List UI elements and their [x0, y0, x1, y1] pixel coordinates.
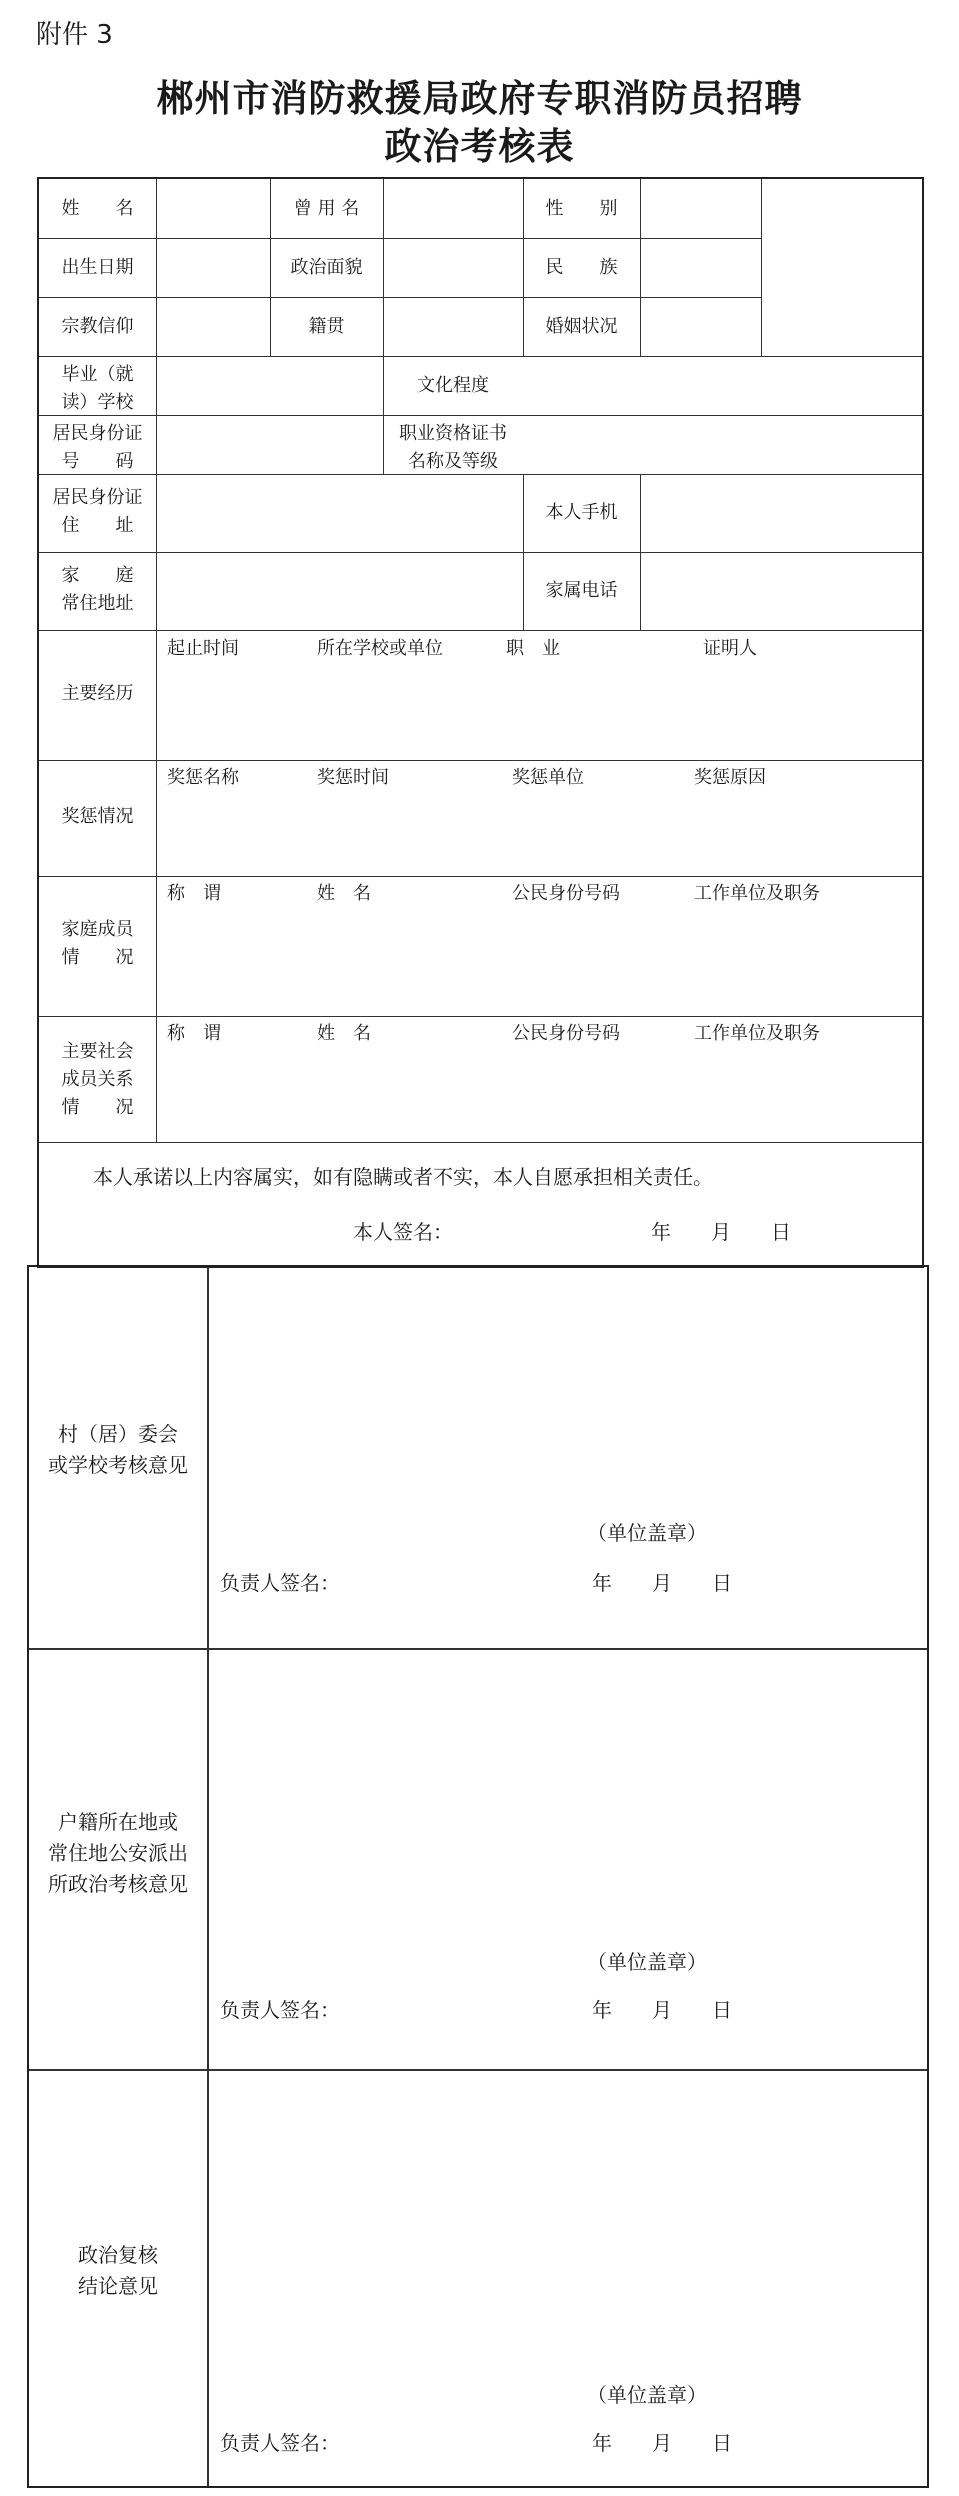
- review-section-2-stamp: （单位盖章）: [587, 1950, 707, 1974]
- signature-label: 本人签名：: [353, 1220, 453, 1244]
- id-address-label: [39, 484, 156, 540]
- gender-label: 性 别: [545, 198, 618, 219]
- review-section-1-label: [29, 1419, 207, 1481]
- family-col-work: 工作单位及职务: [694, 883, 820, 904]
- social-relations-label-line3: 情 况: [61, 1096, 134, 1118]
- review-section-3-line1: 政治复核: [78, 2243, 158, 2267]
- exp-col-occupation: 职 业: [506, 638, 560, 659]
- review-section-1-line2: 或学校考核意见: [48, 1453, 188, 1477]
- exp-col-witness: 证明人: [703, 638, 757, 659]
- social-col-name: 姓 名: [317, 1023, 371, 1044]
- family-phone-label: 家属电话: [545, 580, 618, 601]
- experience-label: 主要经历: [61, 683, 134, 704]
- review-section-2-line2: 常住地公安派出: [48, 1841, 188, 1865]
- review-section-2-signer: 负责人签名：: [220, 1998, 340, 2022]
- home-address-label: [39, 562, 156, 618]
- reward-col-reason: 奖惩原因: [694, 767, 766, 788]
- social-relations-label: [39, 1038, 156, 1122]
- review-section-3-stamp: （单位盖章）: [587, 2383, 707, 2407]
- social-col-work: 工作单位及职务: [694, 1023, 820, 1044]
- family-col-id: 公民身份号码: [512, 883, 620, 904]
- social-relations-label-line1: 主要社会: [61, 1041, 134, 1062]
- review-section-3-date: 年 月 日: [592, 2431, 732, 2455]
- info-form-table: [37, 177, 924, 1268]
- review-section-1-stamp: （单位盖章）: [587, 1521, 707, 1545]
- social-col-id: 公民身份号码: [512, 1023, 620, 1044]
- political-status-label: 政治面貌: [290, 257, 363, 278]
- religion-label: 宗教信仰: [61, 316, 134, 337]
- id-address-label-line2: 住 址: [61, 514, 134, 536]
- reward-col-name: 奖惩名称: [167, 767, 239, 788]
- id-address-label-line1: 居民身份证: [52, 487, 143, 508]
- former-name-label: 曾 用 名: [293, 198, 360, 219]
- social-col-relation: 称 谓: [167, 1023, 221, 1044]
- signature-date: 年 月 日: [651, 1220, 791, 1244]
- exp-col-school: 所在学校或单位: [317, 638, 443, 659]
- family-col-name: 姓 名: [317, 883, 371, 904]
- family-col-relation: 称 谓: [167, 883, 221, 904]
- birth-date-label: 出生日期: [61, 257, 134, 278]
- ethnicity-label: 民 族: [545, 257, 618, 278]
- qualification-label-line1: 职业资格证书: [399, 423, 507, 444]
- review-section-3-label: [29, 2240, 207, 2302]
- review-section-1-signer: 负责人签名：: [220, 1571, 340, 1595]
- attachment-label: 附件 3: [36, 20, 113, 50]
- qualification-label-line2: 名称及等级: [408, 450, 498, 472]
- family-members-label-line2: 情 况: [61, 946, 134, 968]
- review-section-2-line3: 所政治考核意见: [48, 1872, 188, 1896]
- school-label-line2: 读）学校: [61, 391, 134, 413]
- pledge-text: 本人承诺以上内容属实，如有隐瞒或者不实，本人自愿承担相关责任。: [93, 1165, 713, 1189]
- review-section-2-label: [29, 1807, 207, 1900]
- form-title-line1: 郴州市消防救援局政府专职消防员招聘: [156, 76, 803, 120]
- home-address-label-line2: 常住地址: [61, 592, 134, 614]
- review-table: [27, 1265, 929, 2488]
- social-relations-label-line2: 成员关系: [61, 1068, 134, 1090]
- school-label-line1: 毕业（就: [61, 364, 134, 385]
- native-place-label: 籍贯: [308, 316, 345, 337]
- review-section-1-line1: 村（居）委会: [58, 1422, 178, 1446]
- school-label: [39, 361, 156, 417]
- review-section-1-date: 年 月 日: [592, 1571, 732, 1595]
- id-number-label-line2: 号 码: [61, 450, 134, 472]
- review-section-2-date: 年 月 日: [592, 1998, 732, 2022]
- reward-col-time: 奖惩时间: [317, 767, 389, 788]
- review-section-3-line2: 结论意见: [78, 2274, 158, 2298]
- reward-col-unit: 奖惩单位: [512, 767, 584, 788]
- mobile-label: 本人手机: [545, 502, 618, 523]
- review-section-2-line1: 户籍所在地或: [58, 1810, 178, 1834]
- family-members-label-line1: 家庭成员: [61, 919, 134, 940]
- rewards-label: 奖惩情况: [61, 806, 134, 827]
- id-number-label-line1: 居民身份证: [52, 423, 143, 444]
- qualification-label: [383, 420, 523, 476]
- review-section-3-signer: 负责人签名：: [220, 2431, 340, 2455]
- marital-status-label: 婚姻状况: [545, 316, 618, 337]
- name-label: 姓 名: [61, 198, 134, 219]
- family-members-label: [39, 916, 156, 972]
- form-title-line2: 政治考核表: [384, 124, 575, 168]
- id-number-label: [39, 420, 156, 476]
- education-label: 文化程度: [417, 375, 489, 396]
- home-address-label-line1: 家 庭: [61, 565, 134, 586]
- exp-col-period: 起止时间: [167, 638, 239, 659]
